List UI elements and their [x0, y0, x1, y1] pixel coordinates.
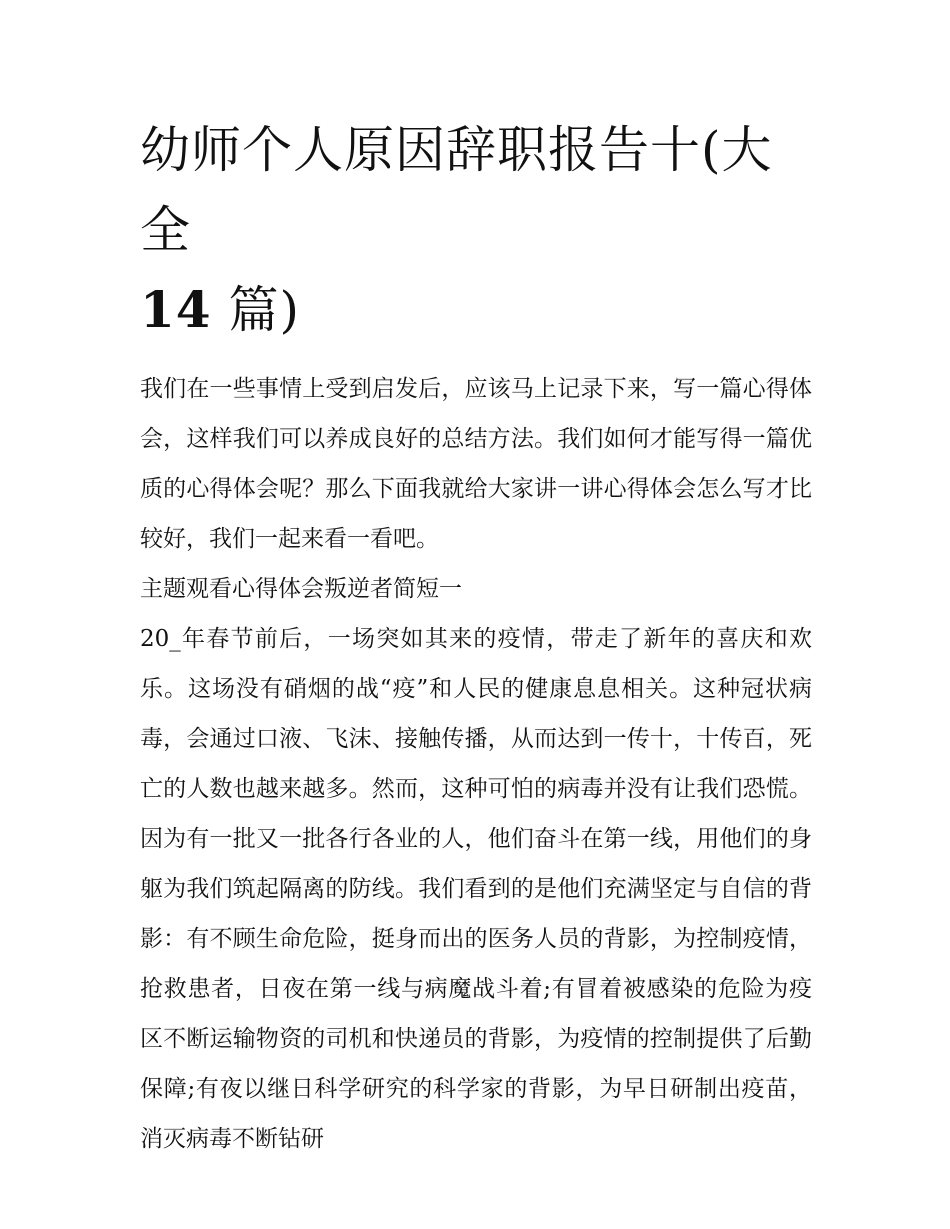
document-title — [140, 110, 812, 350]
title-suffix: 篇) — [211, 281, 300, 339]
title-number: 14 — [140, 280, 212, 339]
section-heading: 主题观看心得体会叛逆者简短一 — [140, 576, 462, 602]
body-paragraph: 20_年春节前后，一场突如其来的疫情，带走了新年的喜庆和欢乐。这场没有硝烟的战“疫”和人民的健康息息相关。这种冠状病毒，会通过口液、飞沫、接触传播，从而达到一传十，十传百，死亡的人数也越来越多。然而，这种可怕的病毒并没有让我们恐慌。因为有一批又一批各行各业的人，他们奋斗在第一线，用他们的身躯为我们筑起隔离的防线。我们看到的是他们充满坚定与自信的背影：有不顾生命危险，挺身而出的医务人员的背影，为控制疫情，抢救患者，日夜在第一线与病魔战斗着;有冒着被感染的危险为疫区不断运输物资的司机和快递员的背影，为疫情的控制提供了后勤保障;有夜以继日科学研究的科学家的背影，为早日研制出疫苗，消灭病毒不断钻研 — [140, 626, 812, 1152]
document-content — [140, 110, 812, 1164]
title-line-1: 幼师个人原因辞职报告十(大全 — [140, 121, 773, 259]
intro-paragraph: 我们在一些事情上受到启发后，应该马上记录下来，写一篇心得体会，这样我们可以养成良好的总结方法。我们如何才能写得一篇优质的心得体会呢？那么下面我就给大家讲一讲心得体会怎么写才比较好，我们一起来看一看吧。 — [140, 376, 812, 552]
